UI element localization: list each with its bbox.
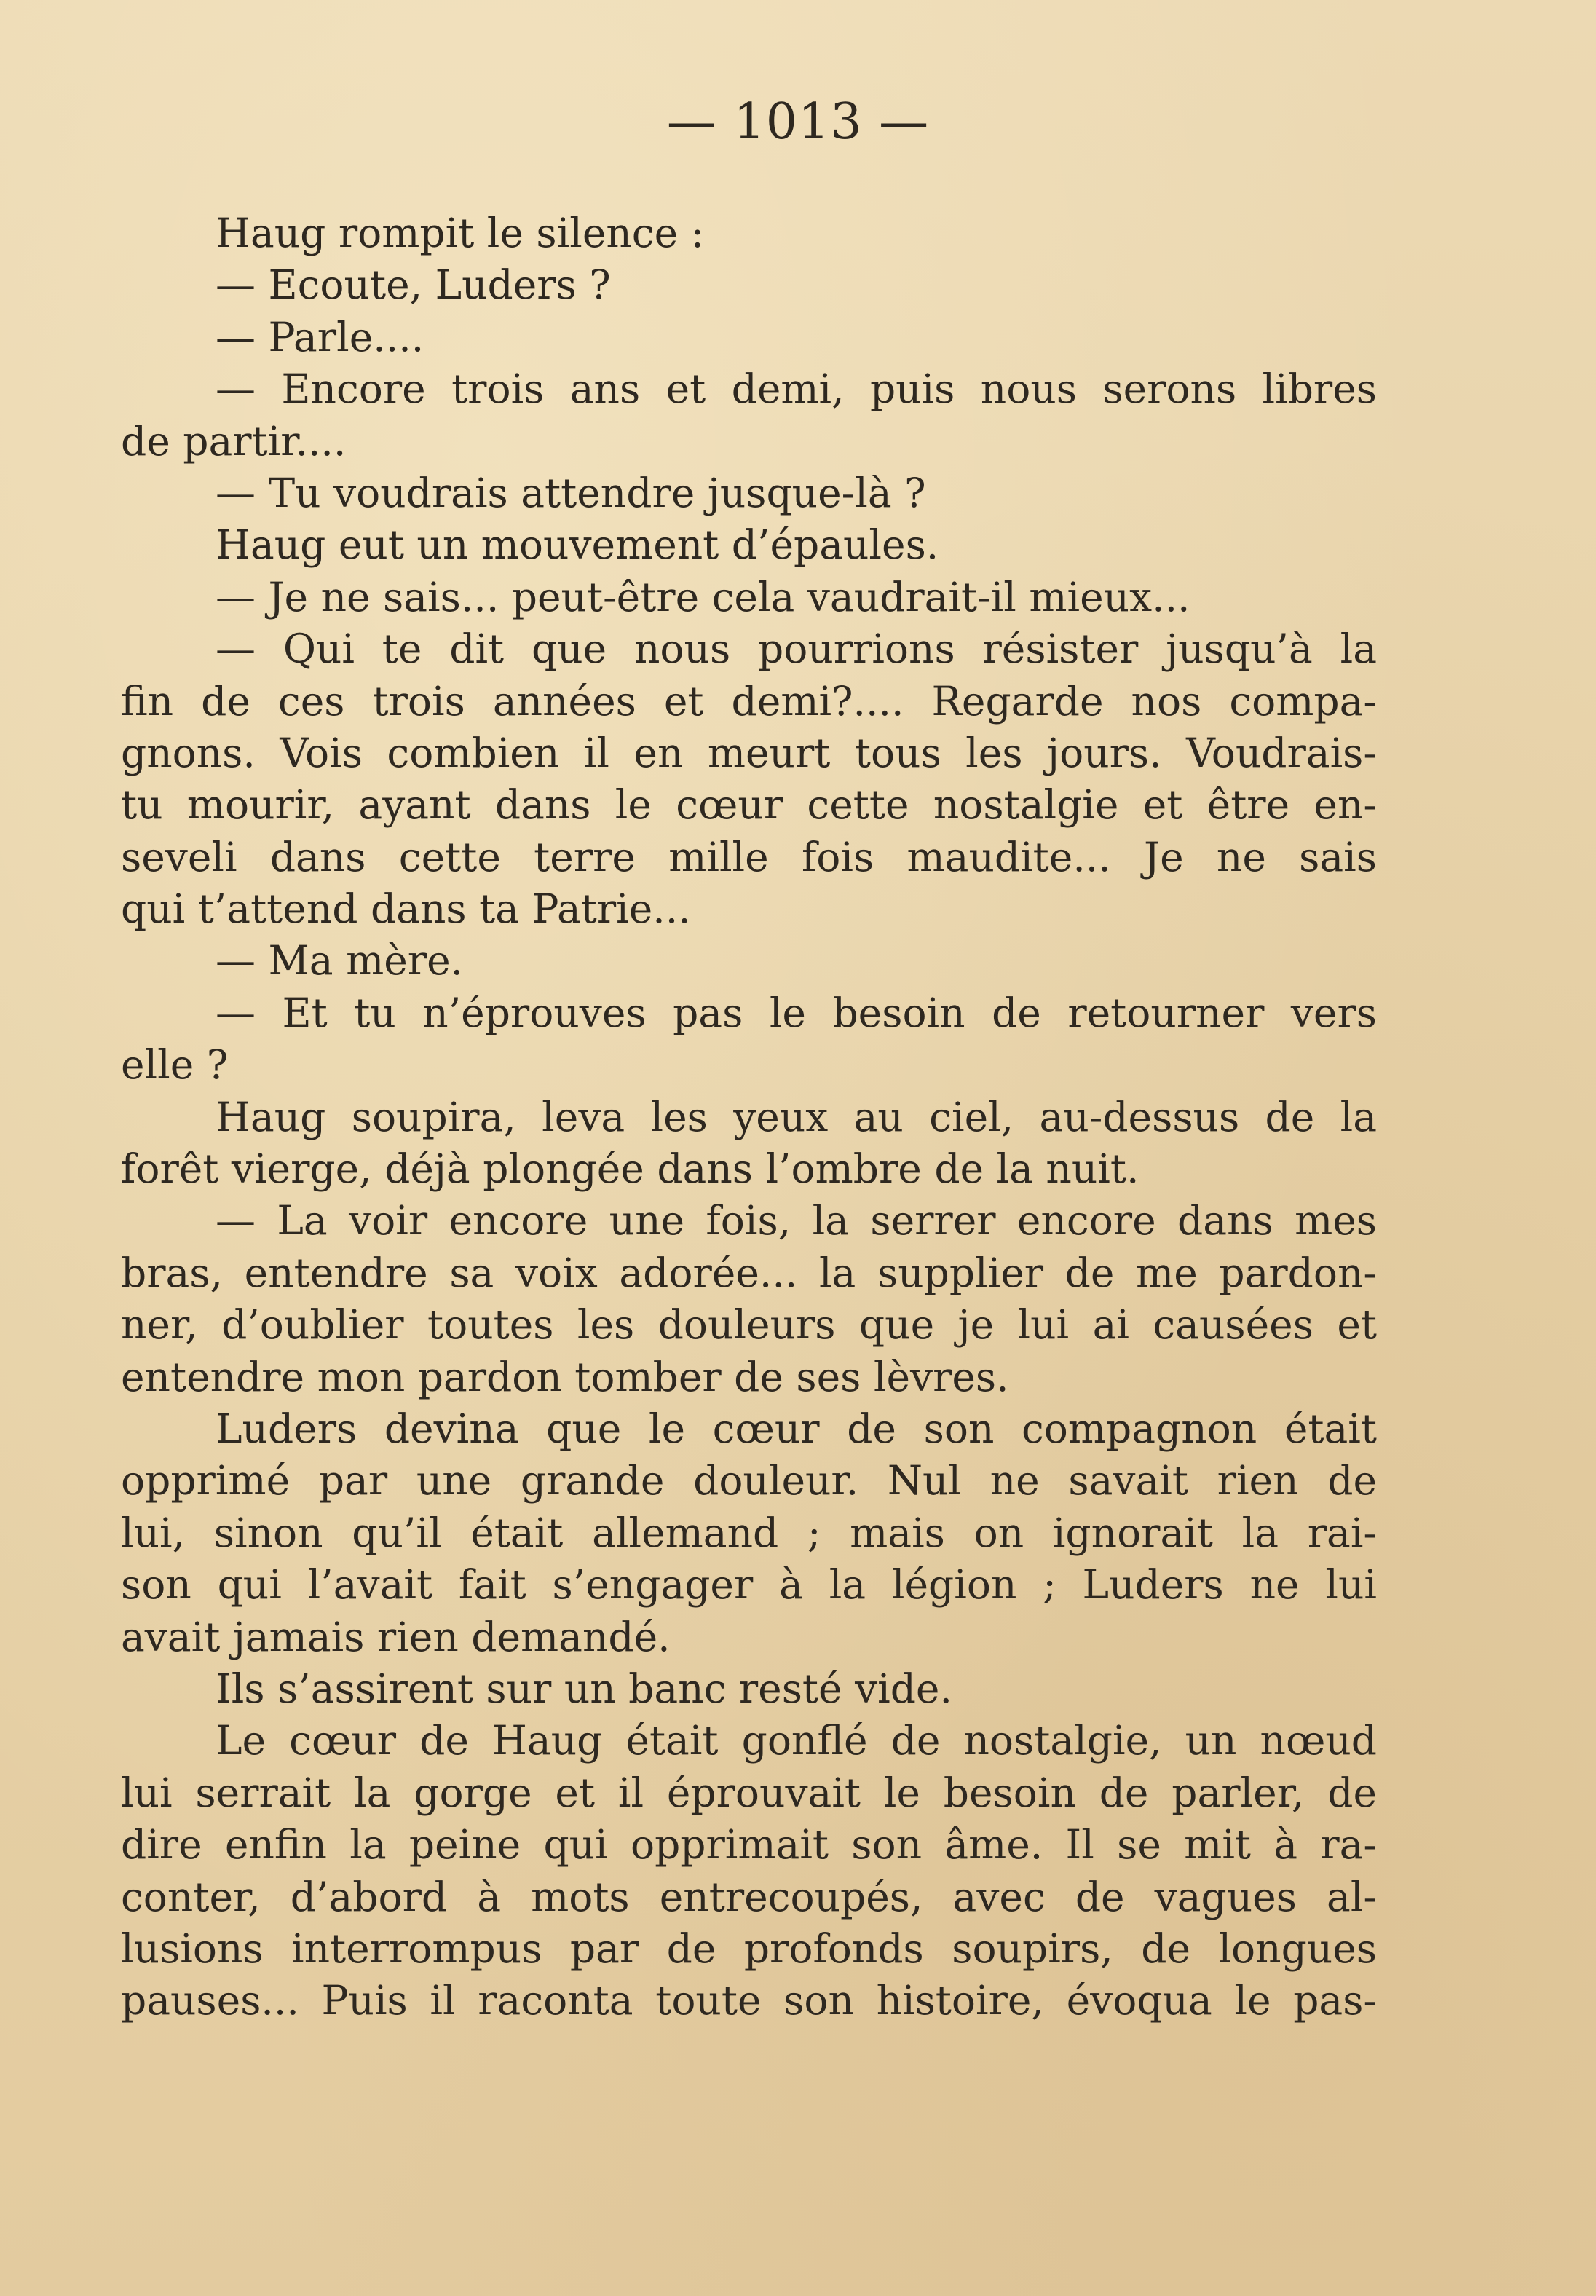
text-line: entendre mon pardon tomber de ses lèvres.	[121, 1353, 1009, 1400]
text-line: Luders devina que le cœur de son compagnon était	[216, 1405, 1377, 1452]
text-line: fin de ces trois années et demi?.... Regarde nos compa-	[121, 677, 1377, 725]
text-line: lusions interrompus par de profonds soupirs, de longues	[121, 1925, 1377, 1972]
text-line: — Encore trois ans et demi, puis nous serons libres	[216, 366, 1377, 413]
text-line: tu mourir, ayant dans le cœur cette nostalgie et être en-	[121, 781, 1377, 829]
text-line: — Ma mère.	[216, 937, 464, 985]
text-line: — La voir encore une fois, la serrer encore dans mes	[216, 1197, 1377, 1244]
text-line: — Parle....	[216, 313, 424, 360]
text-line: lui serrait la gorge et il éprouvait le besoin de parler, de	[121, 1769, 1377, 1816]
text-line: lui, sinon qu’il était allemand ; mais on ignorait la rai-	[121, 1509, 1377, 1556]
text-line: avait jamais rien demandé.	[121, 1613, 671, 1660]
text-line: — Qui te dit que nous pourrions résister jusqu’à la	[216, 626, 1377, 673]
body-text	[121, 208, 1377, 2027]
text-line: — Et tu n’éprouves pas le besoin de retourner vers	[216, 989, 1377, 1036]
text-line: Haug soupira, leva les yeux au ciel, au-dessus de la	[216, 1093, 1377, 1140]
page-number: — 1013 —	[666, 93, 930, 151]
text-line: — Tu voudrais attendre jusque-là ?	[216, 469, 926, 516]
text-line: qui t’attend dans ta Patrie...	[121, 885, 691, 933]
text-line: bras, entendre sa voix adorée... la supplier de me pardon-	[121, 1249, 1377, 1296]
text-line: opprimé par une grande douleur. Nul ne savait rien de	[121, 1457, 1377, 1504]
text-line: de partir....	[121, 417, 347, 465]
text-line: pauses... Puis il raconta toute son histoire, évoqua le pas-	[121, 1977, 1377, 2024]
text-line: forêt vierge, déjà plongée dans l’ombre de la nuit.	[121, 1145, 1139, 1193]
text-line: Le cœur de Haug était gonflé de nostalgie, un nœud	[216, 1717, 1377, 1764]
text-line: Ils s’assirent sur un banc resté vide.	[216, 1665, 952, 1712]
text-line: gnons. Vois combien il en meurt tous les jours. Voudrais-	[121, 729, 1377, 776]
text-line: dire enfin la peine qui opprimait son âme. Il se mit à ra-	[121, 1821, 1377, 1869]
text-line: seveli dans cette terre mille fois maudite... Je ne sais	[121, 833, 1377, 880]
text-line: — Je ne sais... peut-être cela vaudrait-il mieux...	[216, 573, 1190, 620]
text-line: Haug rompit le silence :	[216, 210, 705, 256]
text-line: son qui l’avait fait s’engager à la légion ; Luders ne lui	[121, 1561, 1377, 1609]
text-line: conter, d’abord à mots entrecoupés, avec de vagues al-	[121, 1873, 1377, 1920]
text-line: Haug eut un mouvement d’épaules.	[216, 521, 939, 569]
text-line: — Ecoute, Luders ?	[216, 261, 611, 309]
text-line: ner, d’oublier toutes les douleurs que je lui ai causées et	[121, 1301, 1377, 1349]
text-line: elle ?	[121, 1041, 229, 1089]
